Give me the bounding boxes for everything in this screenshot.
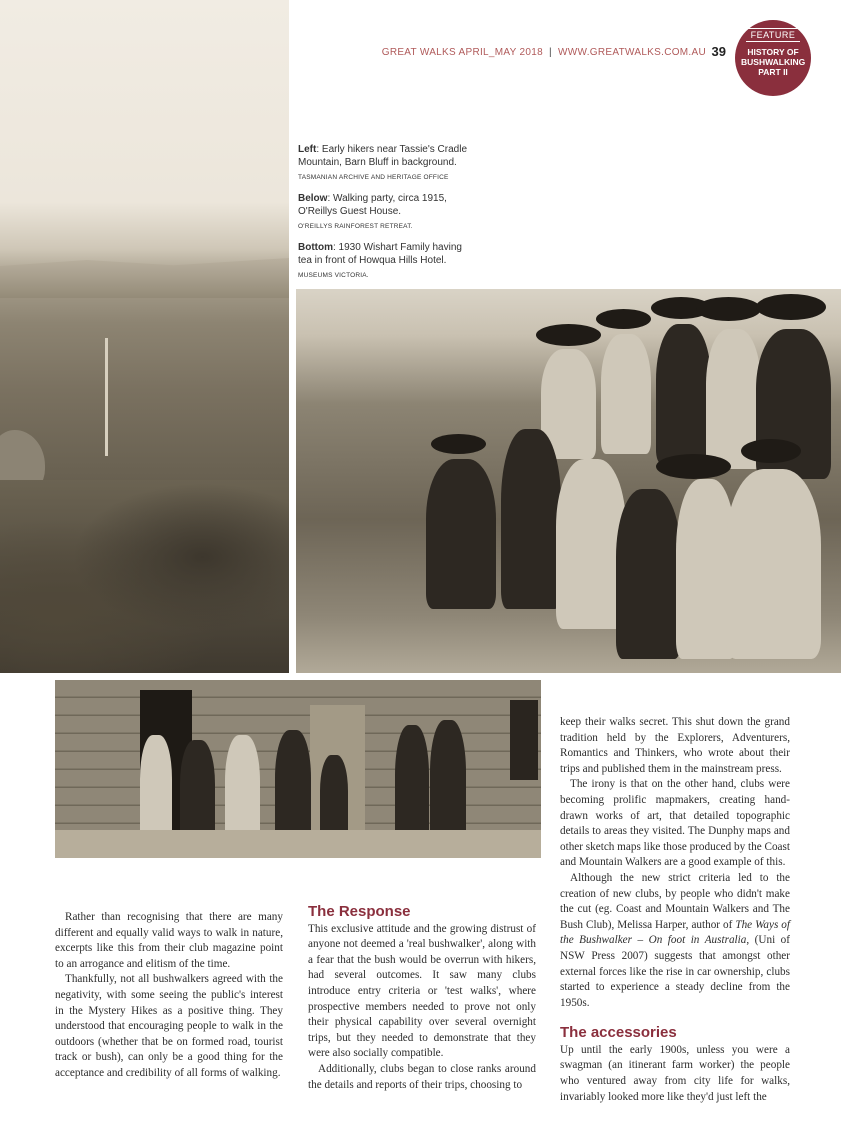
photo-hat (596, 309, 651, 329)
caption-left (298, 143, 478, 184)
paragraph: Up until the early 1900s, unless you were a swagman (an itinerant farm worker) the people who ventured away from city life for walks, invariably looked more like they'd just left the (560, 1043, 790, 1103)
photo-figure (501, 429, 561, 609)
photo-hat (696, 297, 761, 321)
running-header (382, 47, 706, 58)
header-separator: | (549, 47, 552, 58)
paragraph-text: , (Uni of NSW Press 2007) suggests that amongst other external forces like the rise in car ownership, clubs started to experience a steady decline from the 1950s. (560, 934, 790, 1009)
caption-text: : Walking party, circa 1915, O'Reillys Guest House. (298, 193, 447, 217)
article-column-3 (560, 715, 790, 1105)
photo-hat (536, 324, 601, 346)
caption-below (298, 192, 478, 233)
paragraph: This exclusive attitude and the growing distrust of anyone not deemed a 'real bushwalker', along with a fear that the bush would be overrun with hikers, had several outcomes. It saw many clubs introduce entry criteria or 'test walks', where prospective members needed to prove not only their physical capability over several overnight trips, but they needed to demonstrate that they were also socially compatible. (308, 922, 536, 1060)
caption-credit: TASMANIAN ARCHIVE AND HERITAGE OFFICE (298, 174, 449, 181)
caption-bottom (298, 241, 478, 282)
caption-credit: O'REILLYS RAINFOREST RETREAT. (298, 223, 413, 230)
photo-figure (140, 735, 172, 845)
photo-figure (656, 324, 711, 464)
photo-window (510, 700, 538, 780)
book-title: The Ways of the Bushwalker – On foot in Australia (560, 918, 791, 947)
photo-hat (431, 434, 486, 454)
photo-pole (105, 338, 108, 456)
caption-credit: MUSEUMS VICTORIA. (298, 272, 369, 279)
caption-text: : 1930 Wishart Family having tea in front of Howqua Hills Hotel. (298, 242, 462, 266)
caption-lead: Below (298, 193, 328, 204)
website-url: WWW.GREATWALKS.COM.AU (558, 47, 706, 58)
photo-cradle-mountain-hikers (0, 0, 289, 673)
photo-wishart-family (55, 680, 541, 858)
paragraph (560, 871, 790, 1011)
paragraph: The irony is that on the other hand, clubs were becoming prolific mapmakers, creating hand-drawn works of art, that detailed topographic details to areas they visited. The Dunphy maps and other sketch maps like those produced by the Coast and Mountain Walkers are a good example of this. (560, 778, 790, 869)
paragraph: Additionally, clubs began to close ranks around the details and reports of their trips, choosing to (308, 1062, 536, 1091)
photo-captions (298, 143, 478, 290)
paragraph: keep their walks secret. This shut down the grand tradition held by the Explorers, Adventurers, Romantics and Thinkers, who wrote about their trips and published them in the mainstream press. (560, 716, 790, 775)
section-heading-accessories: The accessories (560, 1024, 677, 1042)
publication-name: GREAT WALKS APRIL_MAY 2018 (381, 47, 543, 58)
paragraph: Rather than recognising that there are many different and equally valid ways to walk in nature, excerpts like this from their club magazine point to an arrogance and elitism of the time. (55, 911, 283, 970)
photo-hat (656, 454, 731, 479)
feature-badge (735, 20, 811, 96)
photo-figure (726, 469, 821, 659)
photo-figure (601, 334, 651, 454)
article-column-2 (308, 904, 536, 1093)
caption-text: : Early hikers near Tassie's Cradle Mountain, Barn Bluff in background. (298, 144, 468, 168)
feature-title: HISTORY OF BUSHWALKING PART II (741, 47, 806, 77)
photo-scrub (0, 480, 289, 673)
section-heading-response: The Response (308, 903, 411, 920)
article-column-1 (55, 910, 283, 1082)
photo-walking-party (296, 289, 841, 673)
photo-figure (616, 489, 681, 659)
photo-ground (55, 830, 541, 858)
photo-hat (741, 439, 801, 463)
paragraph-text: Although the new strict criteria led to the creation of new clubs, by people who didn't make the cut (eg. Coast and Mountain Walkers and The Bush Club), Melissa Harper, author of (560, 871, 790, 931)
caption-lead: Left (298, 144, 317, 155)
photo-figure (426, 459, 496, 609)
photo-ridge (0, 258, 289, 298)
page-number: 39 (711, 44, 726, 59)
photo-hat (756, 294, 826, 320)
feature-tag: FEATURE (746, 28, 801, 42)
caption-lead: Bottom (298, 242, 333, 253)
paragraph: Thankfully, not all bushwalkers agreed with the negativity, with some seeing the public's interest in the Mystery Hikes as a positive thing. They understood that encouraging people to walk in the outdoors (whether that be on formed road, tourist track or bush), can only be a good thing for the acceptance and credibility of all forms of walking. (55, 973, 283, 1079)
